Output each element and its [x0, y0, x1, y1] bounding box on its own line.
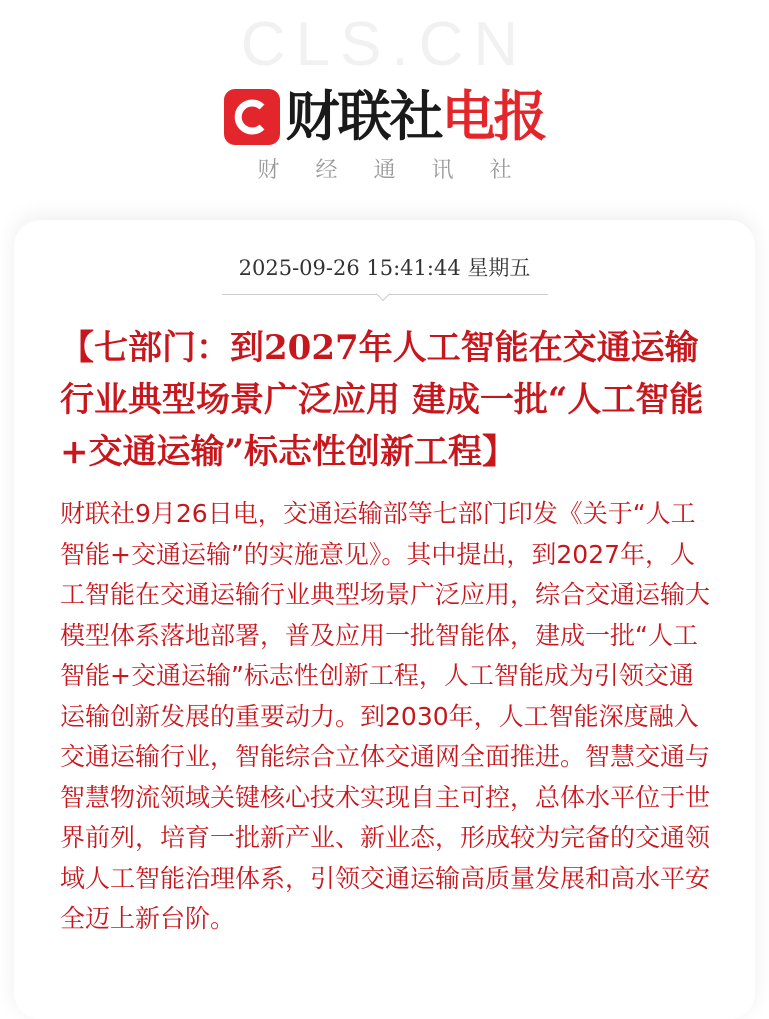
logo-c-icon: [224, 89, 280, 145]
brand-subtitle: 财经通讯社: [257, 158, 548, 183]
article-body: 财联社9月26日电，交通运输部等七部门印发《关于“人工智能+交通运输”的实施意见》。其中提出，到2027年，人工智能在交通运输行业典型场景广泛应用，综合交通运输大模型体系落地部署，普及应用一批智能体，建成一批“人工智能+交通运输”标志性创新工程，人工智能成为引领交通运输创新发展的重要动力。到2030年，人工智能深度融入交通运输行业，智能综合立体交通网全面推进。智慧交通与智慧物流领域关键核心技术实现自主可控，总体水平位于世界前列，培育一批新产业、新业态，形成较为完备的交通领域人工智能治理体系，引领交通运输高质量发展和高水平安全迈上新台阶。: [60, 499, 711, 933]
brand-name-accent: 电报: [441, 85, 546, 148]
brand-logo: [0, 86, 769, 148]
article-datetime: 2025-09-26 15:41:44 星期五: [238, 256, 531, 280]
logo-c-glyph: [232, 97, 272, 137]
brand-name: 财联社: [285, 85, 442, 148]
article-headline: 【七部门：到2027年人工智能在交通运输行业典型场景广泛应用 建成一批“人工智能+交通运输”标志性创新工程】: [60, 328, 704, 472]
watermark-text: CLS.CN: [240, 10, 529, 79]
